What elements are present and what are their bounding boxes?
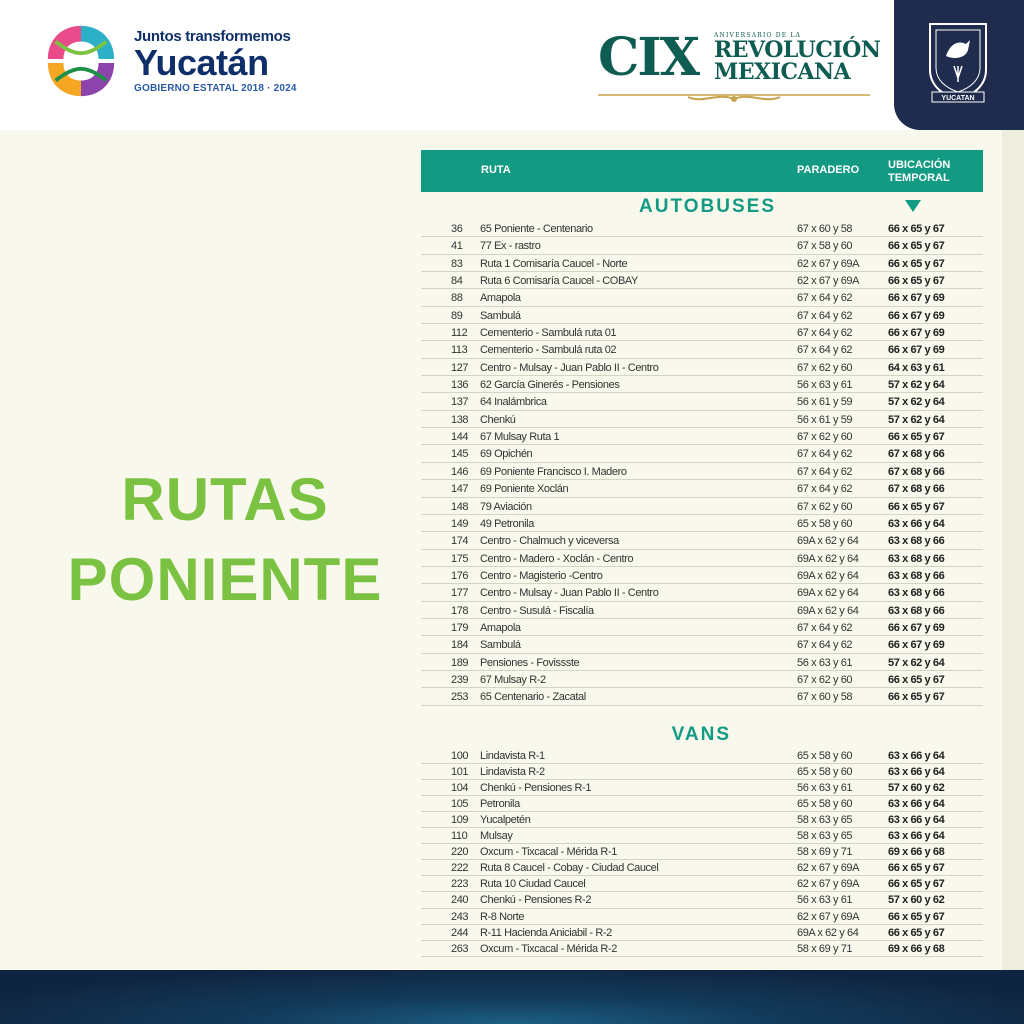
route-temp-location: 66 x 67 y 69 bbox=[888, 327, 945, 340]
gov-period: GOBIERNO ESTATAL 2018 · 2024 bbox=[134, 83, 297, 94]
route-stop: 65 x 58 y 60 bbox=[797, 749, 853, 762]
route-name: Pensiones - Fovissste bbox=[480, 656, 580, 669]
page-title bbox=[30, 460, 420, 620]
route-temp-location: 67 x 68 y 66 bbox=[888, 483, 945, 496]
route-stop: 67 x 62 y 60 bbox=[797, 673, 853, 686]
route-name: 77 Ex - rastro bbox=[480, 240, 541, 253]
route-number: 240 bbox=[451, 894, 469, 907]
route-name: Lindavista R-2 bbox=[480, 765, 545, 778]
route-number: 189 bbox=[451, 656, 469, 669]
route-number: 41 bbox=[451, 240, 463, 253]
route-name: Centro - Madero - Xoclán - Centro bbox=[480, 552, 634, 565]
table-row bbox=[421, 376, 983, 393]
shield-icon bbox=[924, 20, 992, 104]
table-row bbox=[421, 289, 983, 306]
route-number: 127 bbox=[451, 361, 469, 374]
route-name: 67 Mulsay R-2 bbox=[480, 673, 546, 686]
route-stop: 67 x 64 y 62 bbox=[797, 483, 853, 496]
table-row bbox=[421, 844, 983, 860]
table-row bbox=[421, 515, 983, 532]
route-number: 223 bbox=[451, 878, 469, 891]
route-number: 243 bbox=[451, 910, 469, 923]
route-stop: 56 x 63 y 61 bbox=[797, 379, 853, 392]
section-title-vans bbox=[421, 714, 983, 748]
route-stop: 67 x 64 y 62 bbox=[797, 327, 853, 340]
route-number: 239 bbox=[451, 673, 469, 686]
route-number: 89 bbox=[451, 309, 463, 322]
header-paradero: PARADERO bbox=[797, 164, 860, 176]
route-number: 138 bbox=[451, 413, 469, 426]
route-name: Lindavista R-1 bbox=[480, 749, 545, 762]
route-stop: 67 x 64 y 62 bbox=[797, 465, 853, 478]
route-stop: 69A x 62 y 64 bbox=[797, 926, 859, 939]
route-name: Mulsay bbox=[480, 830, 513, 843]
table-row bbox=[421, 828, 983, 844]
route-temp-location: 66 x 65 y 67 bbox=[888, 275, 945, 288]
table-row bbox=[421, 498, 983, 515]
route-temp-location: 69 x 66 y 68 bbox=[888, 846, 945, 859]
table-row bbox=[421, 602, 983, 619]
route-stop: 67 x 60 y 58 bbox=[797, 691, 853, 704]
route-number: 145 bbox=[451, 448, 469, 461]
table-row bbox=[421, 532, 983, 549]
route-stop: 67 x 58 y 60 bbox=[797, 240, 853, 253]
route-name: 69 Opichén bbox=[480, 448, 533, 461]
route-number: 178 bbox=[451, 604, 469, 617]
table-header bbox=[421, 150, 983, 192]
table-row bbox=[421, 764, 983, 780]
route-temp-location: 66 x 65 y 67 bbox=[888, 691, 945, 704]
table-row bbox=[421, 359, 983, 376]
route-stop: 58 x 63 y 65 bbox=[797, 814, 853, 826]
table-row bbox=[421, 445, 983, 462]
route-stop: 69A x 62 y 64 bbox=[797, 587, 859, 600]
table-row bbox=[421, 909, 983, 925]
route-temp-location: 63 x 66 y 64 bbox=[888, 517, 945, 530]
table-row bbox=[421, 892, 983, 908]
table-row bbox=[421, 688, 983, 705]
table-row bbox=[421, 567, 983, 584]
table-row bbox=[421, 428, 983, 445]
route-stop: 69A x 62 y 64 bbox=[797, 569, 859, 582]
route-temp-location: 66 x 65 y 67 bbox=[888, 223, 945, 235]
header-ubicacion-2: TEMPORAL bbox=[888, 172, 950, 184]
route-name: 65 Poniente - Centenario bbox=[480, 223, 593, 235]
table-row bbox=[421, 860, 983, 876]
anniversary-line2: MEXICANA bbox=[714, 59, 851, 85]
route-number: 184 bbox=[451, 639, 469, 652]
route-name: Centro - Mulsay - Juan Pablo II - Centro bbox=[480, 587, 659, 600]
state-shield-badge bbox=[894, 0, 1024, 130]
route-temp-location: 69 x 66 y 68 bbox=[888, 942, 945, 955]
table-row bbox=[421, 393, 983, 410]
route-number: 253 bbox=[451, 691, 469, 704]
route-number: 104 bbox=[451, 781, 469, 794]
table-row bbox=[421, 584, 983, 601]
route-name: Cementerio - Sambulá ruta 02 bbox=[480, 344, 617, 357]
route-stop: 62 x 67 y 69A bbox=[797, 275, 860, 288]
header-ubicacion-1: UBICACIÓN bbox=[888, 159, 951, 171]
table-row bbox=[421, 654, 983, 671]
route-name: Ruta 8 Caucel - Cobay - Ciudad Caucel bbox=[480, 862, 659, 875]
arrow-down-icon bbox=[905, 200, 921, 212]
table-row bbox=[421, 480, 983, 497]
route-stop: 56 x 61 y 59 bbox=[797, 413, 853, 426]
table-row bbox=[421, 925, 983, 941]
route-stop: 62 x 67 y 69A bbox=[797, 878, 860, 891]
route-stop: 69A x 62 y 64 bbox=[797, 604, 859, 617]
route-temp-location: 67 x 68 y 66 bbox=[888, 448, 945, 461]
route-temp-location: 66 x 65 y 67 bbox=[888, 673, 945, 686]
table-row bbox=[421, 876, 983, 892]
route-number: 222 bbox=[451, 862, 469, 875]
route-name: 67 Mulsay Ruta 1 bbox=[480, 431, 560, 444]
panel-shade bbox=[1002, 130, 1024, 970]
route-number: 105 bbox=[451, 797, 469, 810]
route-number: 263 bbox=[451, 942, 469, 955]
table-row bbox=[421, 324, 983, 341]
route-number: 175 bbox=[451, 552, 469, 565]
ornament-icon bbox=[598, 90, 870, 104]
route-temp-location: 63 x 68 y 66 bbox=[888, 535, 945, 548]
route-name: Centro - Chalmuch y viceversa bbox=[480, 535, 619, 548]
route-temp-location: 66 x 67 y 69 bbox=[888, 309, 945, 322]
title-line-2: PONIENTE bbox=[67, 546, 383, 613]
route-number: 176 bbox=[451, 569, 469, 582]
route-number: 88 bbox=[451, 292, 463, 305]
route-temp-location: 63 x 68 y 66 bbox=[888, 552, 945, 565]
route-number: 109 bbox=[451, 814, 469, 826]
route-stop: 67 x 64 y 62 bbox=[797, 448, 853, 461]
route-stop: 67 x 64 y 62 bbox=[797, 309, 853, 322]
route-number: 177 bbox=[451, 587, 469, 600]
section-title-autobuses bbox=[421, 192, 983, 220]
route-stop: 56 x 63 y 61 bbox=[797, 656, 853, 669]
route-stop: 56 x 63 y 61 bbox=[797, 781, 853, 794]
route-stop: 62 x 67 y 69A bbox=[797, 910, 860, 923]
route-temp-location: 66 x 67 y 69 bbox=[888, 621, 945, 634]
route-temp-location: 66 x 65 y 67 bbox=[888, 257, 945, 270]
route-temp-location: 63 x 68 y 66 bbox=[888, 587, 945, 600]
route-name: R-8 Norte bbox=[480, 910, 525, 923]
route-name: Chenkú - Pensiones R-1 bbox=[480, 781, 592, 794]
header-ubicacion bbox=[888, 159, 950, 185]
route-name: Ruta 1 Comisaría Caucel - Norte bbox=[480, 257, 628, 270]
route-name: 79 Aviación bbox=[480, 500, 532, 513]
route-name: Chenkú - Pensiones R-2 bbox=[480, 894, 592, 907]
route-stop: 56 x 61 y 59 bbox=[797, 396, 853, 409]
route-name: Amapola bbox=[480, 292, 521, 305]
route-stop: 65 x 58 y 60 bbox=[797, 517, 853, 530]
route-stop: 69A x 62 y 64 bbox=[797, 552, 859, 565]
route-stop: 67 x 64 y 62 bbox=[797, 621, 853, 634]
table-row bbox=[421, 463, 983, 480]
route-name: 69 Poniente Xoclán bbox=[480, 483, 569, 496]
route-name: 62 García Ginerés - Pensiones bbox=[480, 379, 620, 392]
route-name: 69 Poniente Francisco I. Madero bbox=[480, 465, 627, 478]
route-name: Ruta 6 Comisaría Caucel - COBAY bbox=[480, 275, 638, 288]
route-temp-location: 66 x 67 y 69 bbox=[888, 639, 945, 652]
route-number: 83 bbox=[451, 257, 463, 270]
route-number: 36 bbox=[451, 223, 463, 235]
route-number: 174 bbox=[451, 535, 469, 548]
route-temp-location: 57 x 62 y 64 bbox=[888, 396, 945, 409]
route-temp-location: 63 x 66 y 64 bbox=[888, 765, 945, 778]
yucatan-logo-icon bbox=[42, 22, 120, 100]
route-stop: 62 x 67 y 69A bbox=[797, 862, 860, 875]
route-temp-location: 63 x 66 y 64 bbox=[888, 797, 945, 810]
route-temp-location: 64 x 63 y 61 bbox=[888, 361, 945, 374]
table-row bbox=[421, 220, 983, 237]
route-stop: 62 x 67 y 69A bbox=[797, 257, 860, 270]
route-number: 146 bbox=[451, 465, 469, 478]
route-stop: 67 x 64 y 62 bbox=[797, 639, 853, 652]
route-number: 110 bbox=[451, 830, 468, 843]
government-brand bbox=[134, 28, 297, 94]
gov-name: Yucatán bbox=[134, 42, 269, 83]
route-temp-location: 63 x 66 y 64 bbox=[888, 749, 945, 762]
anniversary-line1: REVOLUCIÓN bbox=[714, 37, 881, 63]
anniversary-caption: ANIVERSARIO DE LA bbox=[714, 32, 802, 39]
route-name: Sambulá bbox=[480, 639, 521, 652]
route-name: Oxcum - Tixcacal - Mérida R-1 bbox=[480, 846, 617, 859]
table-row bbox=[421, 748, 983, 764]
section-rows-vans bbox=[421, 748, 983, 957]
route-stop: 67 x 60 y 58 bbox=[797, 223, 853, 235]
route-name: Oxcum - Tixcacal - Mérida R-2 bbox=[480, 942, 617, 955]
route-stop: 67 x 64 y 62 bbox=[797, 292, 853, 305]
route-stop: 67 x 62 y 60 bbox=[797, 500, 853, 513]
route-stop: 65 x 58 y 60 bbox=[797, 797, 853, 810]
route-number: 136 bbox=[451, 379, 469, 392]
route-temp-location: 63 x 68 y 66 bbox=[888, 569, 945, 582]
route-name: 65 Centenario - Zacatal bbox=[480, 691, 586, 704]
table-row bbox=[421, 941, 983, 957]
route-name: Amapola bbox=[480, 621, 521, 634]
route-number: 148 bbox=[451, 500, 469, 513]
route-temp-location: 66 x 67 y 69 bbox=[888, 344, 945, 357]
route-temp-location: 63 x 68 y 66 bbox=[888, 604, 945, 617]
shield-label: YUCATAN bbox=[941, 95, 975, 102]
table-row bbox=[421, 341, 983, 358]
route-name: Chenkú bbox=[480, 413, 516, 426]
route-temp-location: 66 x 67 y 69 bbox=[888, 292, 945, 305]
route-name: Ruta 10 Ciudad Caucel bbox=[480, 878, 586, 891]
section-label: AUTOBUSES bbox=[639, 196, 776, 217]
route-stop: 69A x 62 y 64 bbox=[797, 535, 859, 548]
anniversary-number: CIX bbox=[598, 27, 699, 88]
route-name: 64 Inalámbrica bbox=[480, 396, 547, 409]
route-temp-location: 67 x 68 y 66 bbox=[888, 465, 945, 478]
route-stop: 67 x 62 y 60 bbox=[797, 361, 853, 374]
table-row bbox=[421, 255, 983, 272]
route-temp-location: 66 x 65 y 67 bbox=[888, 862, 945, 875]
table-row bbox=[421, 812, 983, 828]
route-stop: 67 x 62 y 60 bbox=[797, 431, 853, 444]
route-stop: 58 x 63 y 65 bbox=[797, 830, 853, 843]
route-number: 149 bbox=[451, 517, 469, 530]
route-temp-location: 66 x 65 y 67 bbox=[888, 878, 945, 891]
route-name: Centro - Magisterio -Centro bbox=[480, 569, 603, 582]
route-temp-location: 63 x 66 y 64 bbox=[888, 814, 945, 826]
route-name: Cementerio - Sambulá ruta 01 bbox=[480, 327, 617, 340]
table-row bbox=[421, 550, 983, 567]
route-stop: 58 x 69 y 71 bbox=[797, 942, 853, 955]
route-name: Sambulá bbox=[480, 309, 521, 322]
section-label: VANS bbox=[671, 723, 731, 745]
table-row bbox=[421, 619, 983, 636]
route-stop: 65 x 58 y 60 bbox=[797, 765, 853, 778]
route-number: 84 bbox=[451, 275, 463, 288]
route-stop: 67 x 64 y 62 bbox=[797, 344, 853, 357]
route-temp-location: 66 x 65 y 67 bbox=[888, 910, 945, 923]
route-number: 244 bbox=[451, 926, 469, 939]
title-line-1: RUTAS bbox=[121, 466, 329, 533]
section-rows-autobuses bbox=[421, 220, 983, 706]
anniversary-logo bbox=[598, 27, 881, 108]
table-row bbox=[421, 307, 983, 324]
route-temp-location: 57 x 62 y 64 bbox=[888, 413, 945, 426]
table-row bbox=[421, 671, 983, 688]
route-name: Centro - Susulá - Fiscalía bbox=[480, 604, 594, 617]
gov-slogan: Juntos transformemos bbox=[134, 28, 291, 45]
route-number: 100 bbox=[451, 749, 469, 762]
route-temp-location: 66 x 65 y 67 bbox=[888, 926, 945, 939]
route-number: 101 bbox=[451, 765, 469, 778]
route-temp-location: 66 x 65 y 67 bbox=[888, 500, 945, 513]
route-temp-location: 57 x 60 y 62 bbox=[888, 781, 945, 794]
header-ruta: RUTA bbox=[481, 164, 511, 176]
footer-band bbox=[0, 970, 1024, 1024]
route-stop: 58 x 69 y 71 bbox=[797, 846, 853, 859]
route-name: Centro - Mulsay - Juan Pablo II - Centro bbox=[480, 361, 659, 374]
route-temp-location: 66 x 65 y 67 bbox=[888, 240, 945, 253]
route-number: 144 bbox=[451, 431, 469, 444]
route-name: R-11 Hacienda Aniciabil - R-2 bbox=[480, 926, 612, 939]
route-number: 179 bbox=[451, 621, 469, 634]
route-number: 147 bbox=[451, 483, 469, 496]
table-row bbox=[421, 780, 983, 796]
header bbox=[0, 0, 1024, 130]
route-stop: 56 x 63 y 61 bbox=[797, 894, 853, 907]
route-name: 49 Petronila bbox=[480, 517, 534, 530]
routes-table bbox=[421, 150, 983, 957]
route-temp-location: 57 x 62 y 64 bbox=[888, 379, 945, 392]
route-number: 137 bbox=[451, 396, 469, 409]
route-temp-location: 66 x 65 y 67 bbox=[888, 431, 945, 444]
table-row bbox=[421, 237, 983, 254]
route-name: Yucalpetén bbox=[480, 814, 531, 826]
route-temp-location: 63 x 66 y 64 bbox=[888, 830, 945, 843]
table-row bbox=[421, 636, 983, 653]
route-temp-location: 57 x 60 y 62 bbox=[888, 894, 945, 907]
table-row bbox=[421, 411, 983, 428]
table-row bbox=[421, 272, 983, 289]
route-temp-location: 57 x 62 y 64 bbox=[888, 656, 945, 669]
route-number: 112 bbox=[451, 327, 468, 340]
route-name: Petronila bbox=[480, 797, 520, 810]
table-row bbox=[421, 796, 983, 812]
route-number: 220 bbox=[451, 846, 469, 859]
route-number: 113 bbox=[451, 344, 468, 357]
